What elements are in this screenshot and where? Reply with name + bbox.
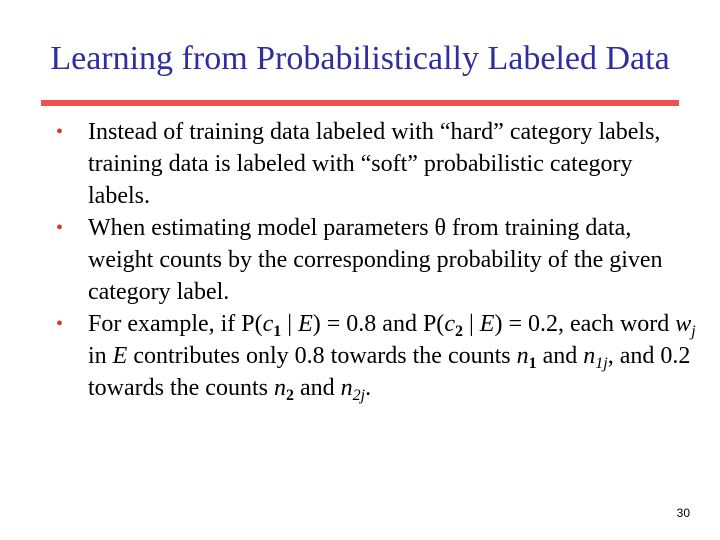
bullet-text: and [293, 375, 341, 401]
bullet-text: . [365, 375, 372, 401]
bullet-text: c [262, 311, 274, 337]
subscript: 2 [285, 387, 294, 404]
bullet-text: contributes only 0.8 towards the counts [127, 343, 517, 369]
bullet-item [56, 212, 696, 308]
bullet-item [56, 116, 696, 212]
bullet-text: | [462, 311, 480, 337]
bullet-text: E [298, 311, 313, 337]
subscript: 2j [352, 387, 366, 404]
page-number: 30 [676, 506, 690, 520]
bullet-marker: • [56, 217, 64, 239]
bullet-marker: • [56, 121, 64, 143]
bullet-list [56, 116, 696, 404]
subscript: j [691, 323, 696, 340]
bullet-item [56, 308, 696, 404]
bullet-text: ) = 0.2, each word [494, 311, 676, 337]
bullet-text: When estimating model parameters θ from training data, weight counts by the corresponding probability of the given category label. [88, 215, 663, 305]
bullet-text: c [444, 311, 455, 337]
bullet-text: n [273, 375, 286, 401]
bullet-text: | [281, 311, 299, 337]
subscript: 1 [528, 355, 537, 372]
title-divider [41, 100, 679, 106]
bullet-text: n [340, 375, 353, 401]
subscript: 1j [595, 355, 608, 372]
bullet-text: and [536, 343, 584, 369]
bullet-text: E [112, 343, 128, 369]
slide-title: Learning from Probabilistically Labeled Data [50, 40, 670, 77]
bullet-text: E [479, 311, 495, 337]
bullet-text: ) = 0.8 and P( [312, 311, 445, 337]
bullet-text: n [516, 343, 529, 369]
bullet-text: n [583, 343, 596, 369]
bullet-text: , and 0.2 towards the counts [88, 343, 691, 401]
subscript: 1 [273, 323, 282, 340]
bullet-text: in [88, 343, 113, 369]
bullet-text: For example, if P( [88, 311, 263, 337]
bullet-marker: • [56, 313, 64, 335]
bullet-text: Instead of training data labeled with “hard” category labels, training data is labeled with “soft” probabilistic category labels. [88, 119, 661, 209]
bullet-text: w [675, 311, 692, 337]
subscript: 2 [454, 323, 463, 340]
